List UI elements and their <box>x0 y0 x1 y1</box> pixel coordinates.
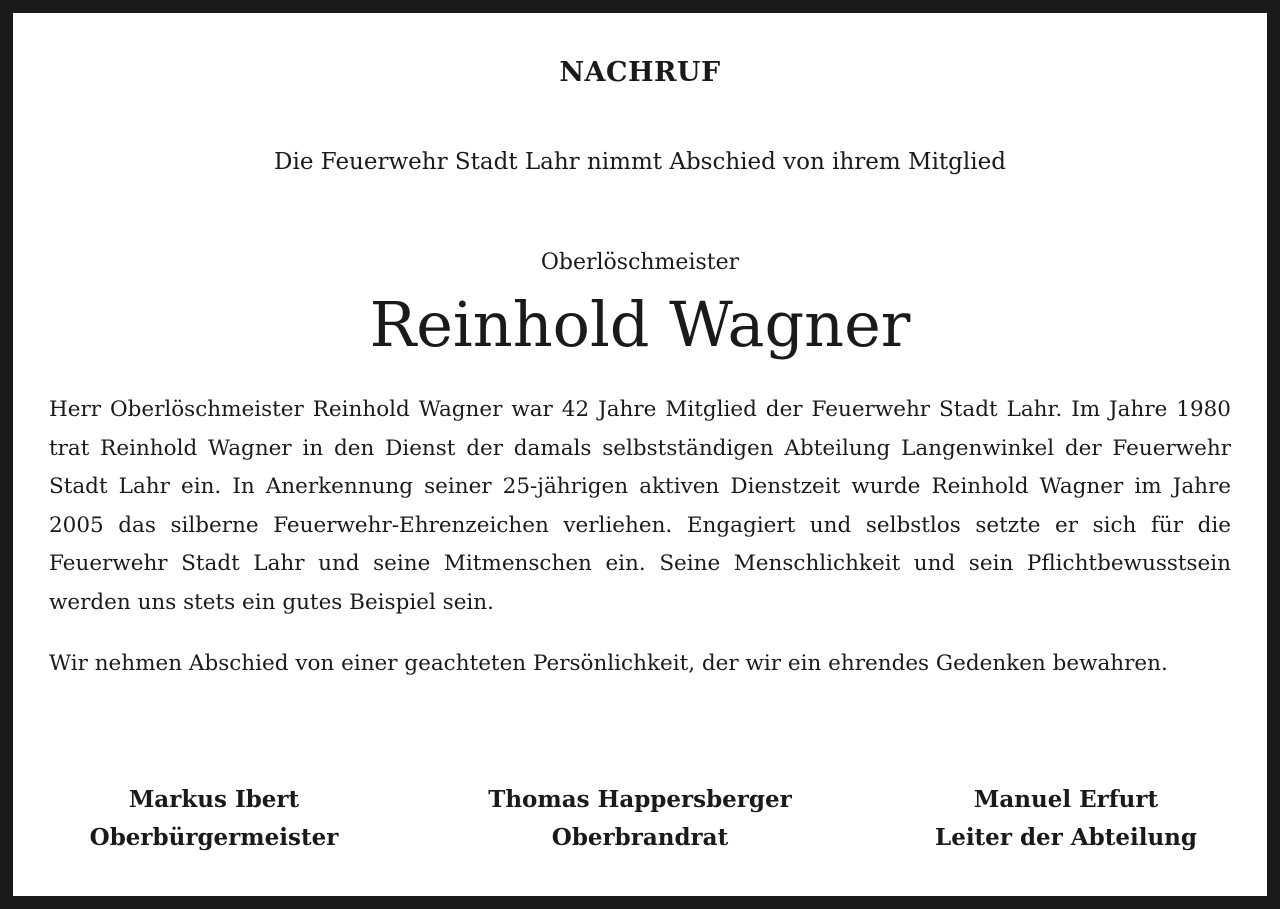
rank-title: Oberlöschmeister <box>540 250 740 275</box>
signatures <box>49 781 1231 857</box>
intro-line: Die Feuerwehr Stadt Lahr nimmt Abschied von ihrem Mitglied <box>274 149 1006 175</box>
notice-heading: NACHRUF <box>559 57 721 88</box>
signatory-title: Oberbürgermeister <box>89 824 339 851</box>
farewell-paragraph: Wir nehmen Abschied von einer geachteten Persönlichkeit, der wir ein ehrendes Gedenken bewahren. <box>49 651 1168 676</box>
signatory-1 <box>49 781 379 857</box>
signatory-2 <box>460 781 820 857</box>
signatory-name: Thomas Happersberger <box>488 786 792 813</box>
obituary-notice <box>13 13 1267 896</box>
signatory-name: Markus Ibert <box>128 786 300 813</box>
biography-paragraph: Herr Oberlöschmeister Reinhold Wagner war 42 Jahre Mitglied der Feuerwehr Stadt Lahr. Im Jahre 1980 trat Reinhold Wagner in den Dienst der damals selbstständigen Abteilung Langenwinkel der Feuerwehr Stadt Lahr ein. In Anerkennung seiner 25-jährigen aktiven Dienstzeit wurde Reinhold Wagner im Jahre 2005 das silberne Feuerwehr-Ehrenzeichen verliehen. Engagiert und selbstlos setzte er sich für die Feuerwehr Stadt Lahr und seine Mitmenschen ein. Seine Menschlichkeit und sein Pflichtbewusstsein werden uns stets ein gutes Beispiel sein. <box>49 397 1231 615</box>
signatory-name: Manuel Erfurt <box>973 786 1159 813</box>
signatory-title: Leiter der Abteilung <box>935 824 1197 851</box>
signatory-3 <box>901 781 1231 857</box>
deceased-name: Reinhold Wagner <box>369 288 911 361</box>
signatory-title: Oberbrandrat <box>551 824 729 851</box>
